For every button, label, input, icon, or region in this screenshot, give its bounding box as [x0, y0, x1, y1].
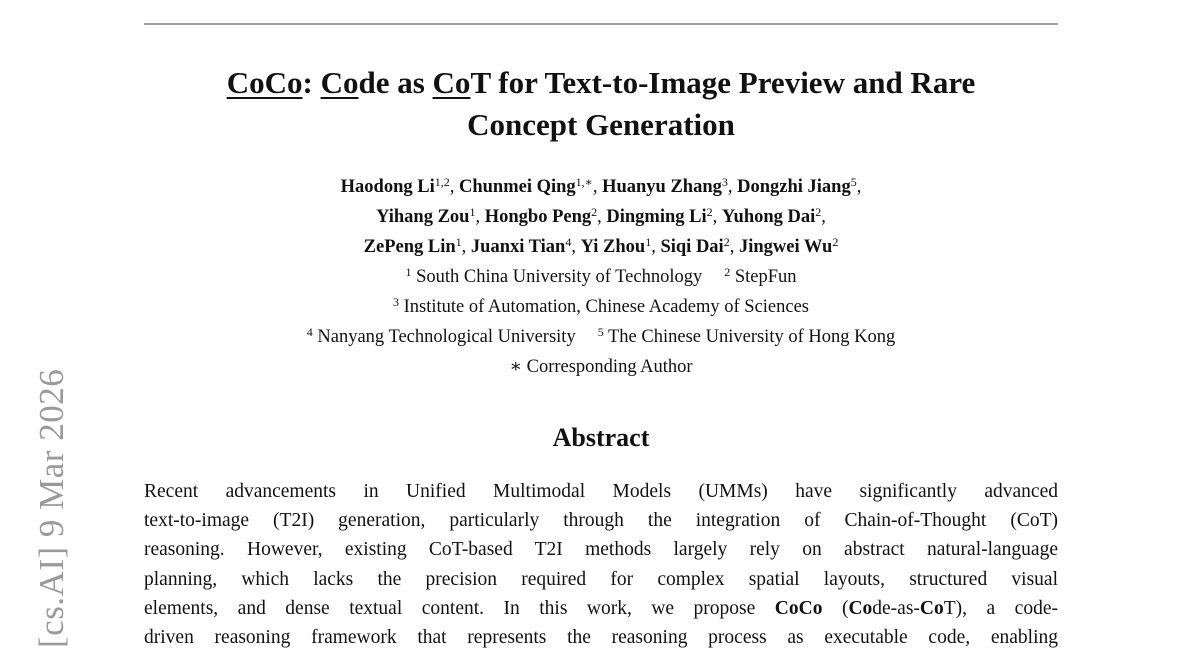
abstract-line: text-to-image (T2I) generation, particularly through the integration of Chain-of-Thought (CoT) [144, 510, 1058, 532]
author-name: Siqi Dai [660, 237, 724, 257]
abstract-fragment: T), a code- [943, 597, 1058, 619]
title-part-de-as: de as [358, 65, 433, 100]
header-rule [144, 23, 1058, 25]
author-name: Yi Zhou [580, 237, 646, 257]
author-name: Haodong Li [340, 177, 435, 197]
author-affiliation-mark: 2 [591, 205, 598, 219]
author-affiliation-mark: 1 [645, 235, 652, 249]
abstract-line: Recent advancements in Unified Multimodal Models (UMMs) have significantly advanced [144, 481, 1058, 502]
author-block [144, 172, 1058, 382]
author-name: Dingming Li [606, 207, 707, 227]
affiliation-number: 5 [597, 325, 604, 339]
author-name: ZePeng Lin [363, 237, 456, 257]
affiliation-line-2 [144, 292, 1058, 322]
author-affiliation-mark: 4 [565, 235, 572, 249]
method-name-co-bold-1: Co [848, 597, 873, 619]
title-co-underlined-2: Co [432, 65, 471, 100]
author-affiliation-mark: 2 [706, 205, 713, 219]
title-colon: : [302, 65, 321, 100]
author-affiliation-mark: 3 [721, 175, 728, 189]
author-name: Hongbo Peng [484, 207, 592, 227]
abstract-fragment: ( [822, 597, 849, 619]
corresponding-mark: ∗ [509, 357, 522, 377]
author-name: Chunmei Qing [458, 177, 576, 197]
corresponding-text: Corresponding Author [526, 357, 693, 377]
author-name: Yuhong Dai [721, 207, 816, 227]
paper-title [144, 62, 1058, 146]
author-affiliation-mark: 1,2 [434, 175, 450, 189]
author-affiliation-mark: 2 [832, 235, 839, 249]
arxiv-identifier-stamp: [cs.AI] 9 Mar 2026 [32, 368, 71, 648]
author-affiliation-mark: 1 [455, 235, 462, 249]
author-line-1: Haodong Li$^{1,2}$, Chunmei Qing$^{1,∗}$, Huanyu Zhang$^3$, Dongzhi Jiang$^5$, [340, 175, 862, 197]
abstract-line: reasoning. However, existing CoT-based T2I methods largely rely on abstract natural-language [144, 539, 1058, 561]
affiliation-name: The Chinese University of Hong Kong [608, 327, 896, 347]
abstract-line [144, 594, 1058, 623]
author-affiliation-mark: 2 [815, 205, 822, 219]
author-affiliation-mark: 5 [850, 175, 857, 189]
affiliation-name: South China University of Technology [416, 267, 703, 287]
affiliation-line-3 [144, 322, 1058, 352]
abstract-text [144, 477, 1058, 652]
method-name-coco: CoCo [774, 597, 823, 619]
affiliation-number: 2 [724, 265, 731, 279]
abstract-line: driven reasoning framework that represents the reasoning process as executable code, enabling [144, 627, 1058, 649]
author-name: Huanyu Zhang [602, 177, 722, 197]
author-name: Dongzhi Jiang [737, 177, 851, 197]
author-line-2: Yihang Zou$^1$, Hongbo Peng$^2$, Dingming Li$^2$, Yuhong Dai$^2$, [376, 205, 826, 227]
affiliation-name: StepFun [734, 267, 797, 287]
author-affiliation-mark: 2 [723, 235, 730, 249]
title-part-rest: T for Text-to-Image Preview and Rare [470, 65, 976, 100]
author-name: Jingwei Wu [738, 237, 833, 257]
author-affiliation-mark: 1 [469, 205, 476, 219]
title-line-2: Concept Generation [467, 107, 735, 142]
affiliation-name: Institute of Automation, Chinese Academy of Sciences [403, 297, 809, 317]
title-coco-underlined: CoCo [226, 65, 303, 100]
method-name-co-bold-2: Co [919, 597, 944, 619]
abstract-heading: Abstract [552, 423, 650, 452]
author-affiliation-mark: 1,∗ [575, 175, 593, 189]
affiliation-number: 1 [405, 265, 412, 279]
title-co-underlined-1: Co [320, 65, 359, 100]
affiliation-line-1 [144, 262, 1058, 292]
abstract-fragment: de-as- [872, 597, 920, 619]
author-name: Yihang Zou [376, 207, 470, 227]
author-line-3: ZePeng Lin$^1$, Juanxi Tian$^4$, Yi Zhou$^1$, Siqi Dai$^2$, Jingwei Wu$^2$ [363, 235, 839, 257]
author-name: Juanxi Tian [470, 237, 566, 257]
corresponding-author-note [144, 352, 1058, 382]
abstract-line: planning, which lacks the precision required for complex spatial layouts, structured visual [144, 568, 1058, 590]
affiliation-number: 4 [306, 325, 313, 339]
abstract-fragment: elements, and dense textual content. In this work, we propose [144, 597, 775, 619]
affiliation-number: 3 [393, 295, 399, 309]
affiliation-name: Nanyang Technological University [317, 327, 576, 347]
